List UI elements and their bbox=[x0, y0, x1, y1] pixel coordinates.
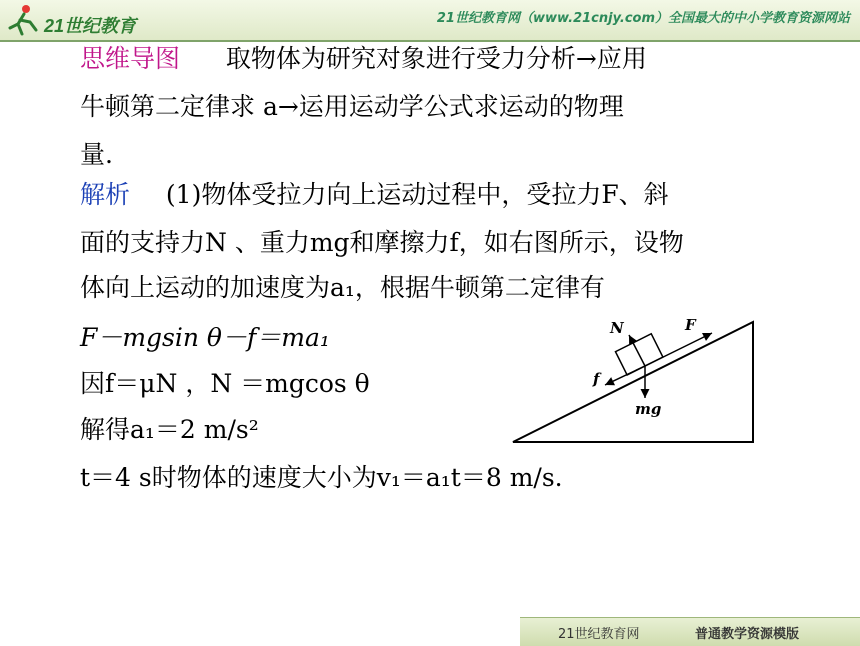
equation-1: F－mgsin θ－f＝ma₁ bbox=[80, 323, 330, 352]
normal-force-arrow bbox=[629, 335, 645, 366]
pull-force-arrow bbox=[645, 333, 712, 366]
analysis-line-2: 面的支持力N 、重力mg和摩擦力f，如右图所示，设物 bbox=[80, 228, 684, 257]
mindmap-line-3: 量. bbox=[80, 140, 113, 169]
footer-bar bbox=[520, 617, 860, 646]
equation-3: 解得a₁＝2 m/s² bbox=[80, 415, 259, 444]
footer-site-name[interactable]: 21世纪教育网 bbox=[558, 627, 640, 642]
header-slogan[interactable]: 21世纪教育网（www.21cnjy.com）全国最大的中小学教育资源网站 bbox=[436, 11, 850, 26]
mindmap-label: 思维导图 bbox=[80, 44, 181, 73]
header-divider bbox=[0, 40, 860, 42]
site-logo[interactable] bbox=[4, 2, 144, 38]
friction-arrow bbox=[605, 366, 645, 385]
mindmap-line-1 bbox=[80, 44, 647, 74]
logo-text: 21世纪教育 bbox=[44, 16, 137, 36]
analysis-text-1: (1)物体受拉力向上运动过程中，受拉力F、斜 bbox=[165, 180, 669, 209]
label-N: N bbox=[610, 319, 624, 337]
footer-template-name: 普通教学资源模版 bbox=[695, 627, 800, 642]
equation-4: t＝4 s时物体的速度大小为v₁＝a₁t＝8 m/s. bbox=[80, 463, 563, 492]
equation-2: 因f＝μN ，N ＝mgcos θ bbox=[80, 369, 370, 398]
analysis-line-1 bbox=[80, 180, 669, 210]
analysis-label: 解析 bbox=[80, 180, 131, 209]
label-f: f bbox=[593, 370, 600, 388]
label-mg: mg bbox=[635, 400, 662, 418]
header-bar bbox=[0, 0, 860, 40]
runner-icon bbox=[4, 2, 44, 38]
label-F: F bbox=[685, 316, 696, 334]
mindmap-text-1: 取物体为研究对象进行受力分析→应用 bbox=[225, 44, 647, 73]
mindmap-line-2: 牛顿第二定律求 a→运用运动学公式求运动的物理 bbox=[80, 92, 624, 121]
incline-force-diagram bbox=[505, 316, 760, 446]
analysis-line-3: 体向上运动的加速度为a₁，根据牛顿第二定律有 bbox=[80, 273, 605, 302]
incline-triangle bbox=[513, 322, 753, 442]
